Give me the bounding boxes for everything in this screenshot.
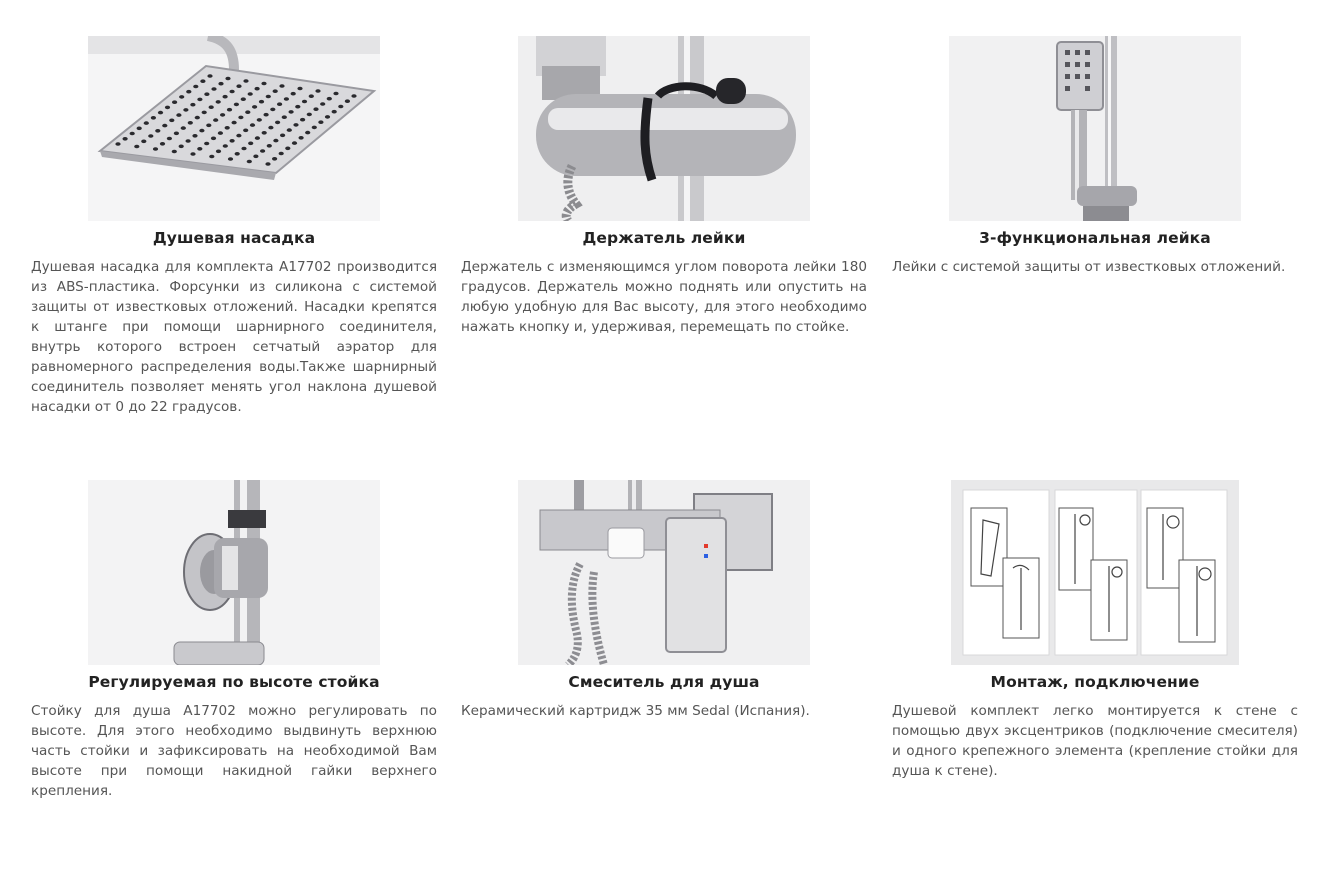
handshower-holder-image — [518, 36, 810, 221]
shower-mixer-image — [518, 480, 810, 665]
card-description: Лейки с системой защиты от известковых отложений. — [892, 259, 1286, 275]
card-title: 3-функциональная лейка — [979, 229, 1211, 247]
card-title: Монтаж, подключение — [990, 673, 1200, 691]
card-title: Держатель лейки — [582, 229, 746, 247]
rain-shower-head-image — [88, 36, 380, 221]
card-description: Душевая насадка для комплекта A17702 производится из ABS-пластика. Форсунки из силикона с системой защиты от известковых отложений. Насадки крепятся к штанге при помощи шарнирного соединителя, внутрь которого встроен сетчатый аэратор для равномерного распределения воды.Также шарнирный соединитель позволяет менять угол наклона душевой насадки от 0 до 22 градусов. — [31, 259, 437, 415]
card-description: Керамический картридж 35 мм Sedal (Испания). — [461, 703, 810, 719]
card-title: Смеситель для душа — [568, 673, 760, 691]
installation-diagram-image — [951, 480, 1239, 665]
card-description: Держатель с изменяющимся углом поворота лейки 180 градусов. Держатель можно поднять или опустить на любую удобную для Вас высоту, для этого необходимо нажать кнопку и, удерживая, перемещать по стойке. — [461, 259, 867, 335]
card-title: Регулируемая по высоте стойка — [88, 673, 380, 691]
card-description: Стойку для душа A17702 можно регулировать по высоте. Для этого необходимо выдвинуть верхнюю часть стойки и зафиксировать на необходимой Вам высоте при помощи накидной гайки верхнего крепления. — [31, 703, 437, 799]
hand-shower-image — [949, 36, 1241, 221]
height-adjustable-riser-image — [88, 480, 380, 665]
card-description: Душевой комплект легко монтируется к стене с помощью двух эксцентриков (подключение смесителя) и одного крепежного элемента (крепление стойки для душа к стене). — [892, 703, 1298, 779]
card-title: Душевая насадка — [152, 229, 316, 247]
